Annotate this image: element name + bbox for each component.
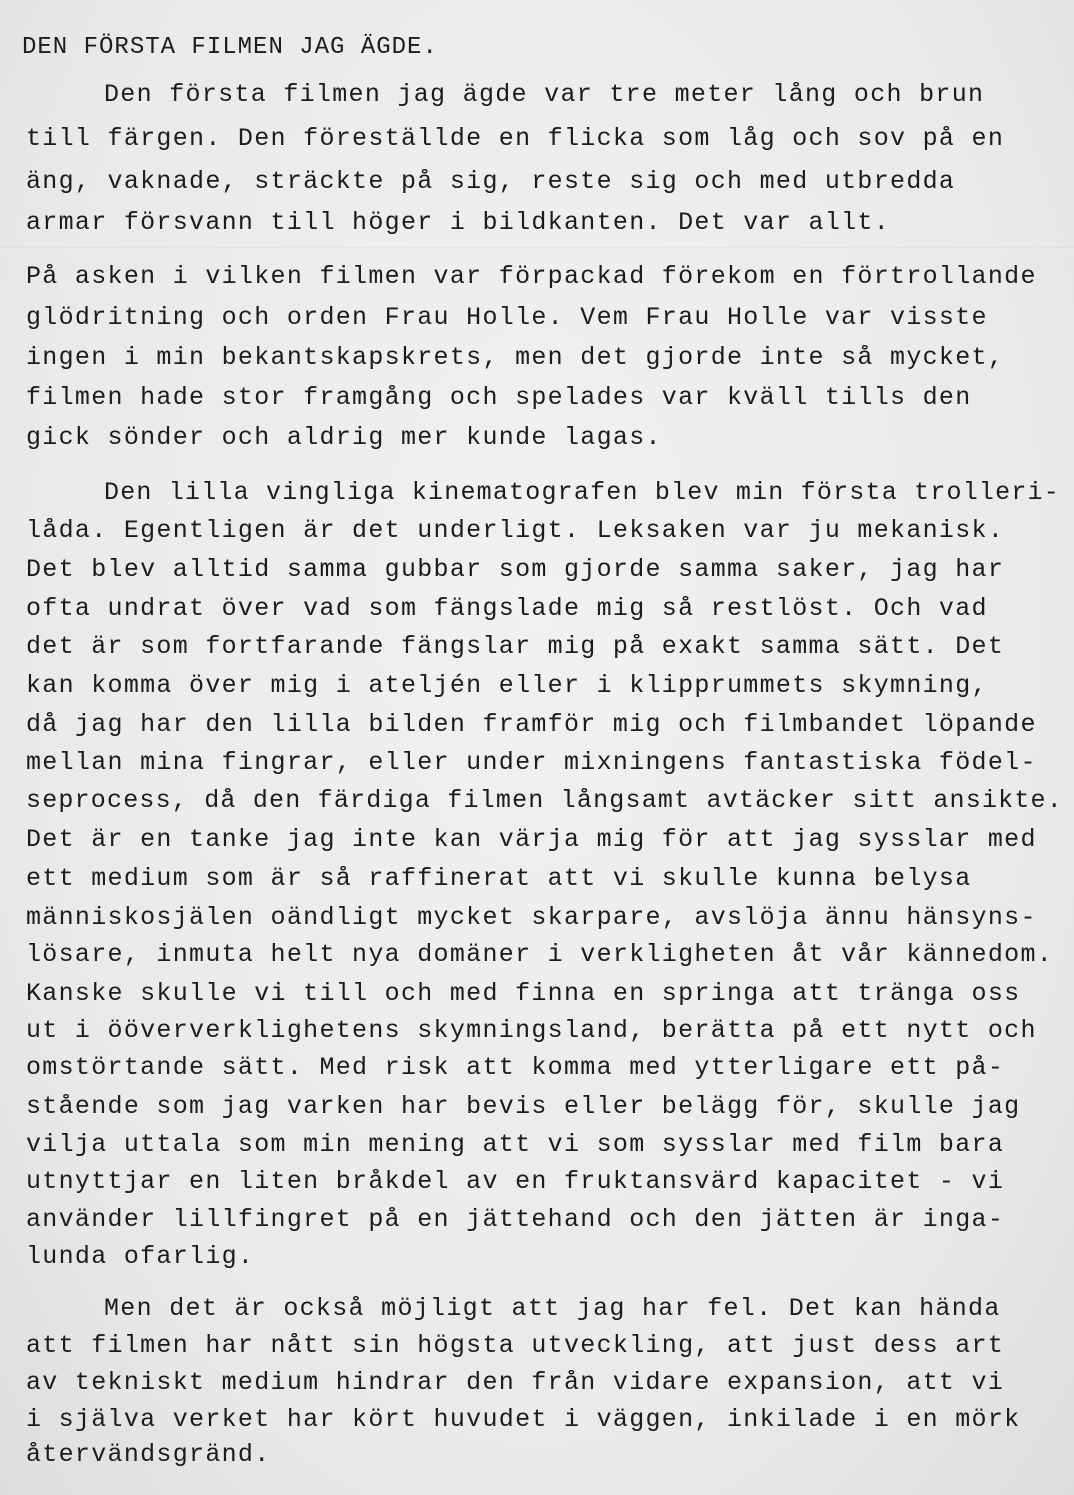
text-line: ingen i min bekantskapskrets, men det gjorde inte så mycket, [26,343,1005,372]
text-line: På asken i vilken filmen var förpackad förekom en förtrollande [26,262,1037,291]
text-line: ut i ööververklighetens skymningsland, berätta på ett nytt och [26,1016,1037,1045]
text-line: stående som jag varken har bevis eller belägg för, skulle jag [26,1092,1021,1121]
text-line: lösare, inmuta helt nya domäner i verkligheten åt vår kännedom. [26,940,1054,969]
text-line: utnyttjar en liten bråkdel av en fruktansvärd kapacitet - vi [26,1167,1005,1196]
text-line: gick sönder och aldrig mer kunde lagas. [26,423,662,452]
text-line: armar försvann till höger i bildkanten. Det var allt. [26,208,891,237]
text-line: glödritning och orden Frau Holle. Vem Frau Holle var visste [26,303,988,332]
text-line: att filmen har nått sin högsta utveckling, att just dess art [26,1331,1005,1360]
text-line: det är som fortfarande fängslar mig på exakt samma sätt. Det [26,632,1005,661]
text-line: Det är en tanke jag inte kan värja mig för att jag sysslar med [26,825,1037,854]
text-line: återvändsgränd. [26,1440,271,1469]
text-line: Det blev alltid samma gubbar som gjorde samma saker, jag har [26,555,1005,584]
text-line: vilja uttala som min mening att vi som sysslar med film bara [26,1130,1005,1159]
text-line: seprocess, då den färdiga filmen långsamt avtäcker sitt ansikte. [26,786,1063,815]
text-line: Kanske skulle vi till och med finna en springa att tränga oss [26,979,1021,1008]
text-line: mellan mina fingrar, eller under mixningens fantastiska födel- [26,748,1037,777]
text-line: kan komma över mig i ateljén eller i klipprummets skymning, [26,671,988,700]
text-line: filmen hade stor framgång och spelades var kväll tills den [26,383,972,412]
text-line: Men det är också möjligt att jag har fel. Det kan hända [104,1294,1001,1323]
text-line: av tekniskt medium hindrar den från vidare expansion, att vi [26,1368,1005,1397]
document-title: DEN FÖRSTA FILMEN JAG ÄGDE. [22,34,438,61]
text-line: i själva verket har kört huvudet i väggen, inkilade i en mörk [26,1405,1021,1434]
text-line: låda. Egentligen är det underligt. Leksaken var ju mekanisk. [26,516,1005,545]
text-line: människosjälen oändligt mycket skarpare, avslöja ännu hänsyns- [26,903,1037,932]
text-line: använder lillfingret på en jättehand och den jätten är inga- [26,1205,1005,1234]
text-line: till färgen. Den föreställde en flicka som låg och sov på en [26,124,1005,153]
text-line: Den lilla vingliga kinematografen blev min första trolleri- [104,478,1060,507]
text-line: lunda ofarlig. [26,1242,255,1271]
text-line: ofta undrat över vad som fängslade mig så restlöst. Och vad [26,594,988,623]
paper-fold [0,247,1074,249]
text-line: Den första filmen jag ägde var tre meter lång och brun [104,80,985,109]
text-line: ett medium som är så raffinerat att vi skulle kunna belysa [26,864,972,893]
text-line: omstörtande sätt. Med risk att komma med ytterligare ett på- [26,1053,1005,1082]
text-line: då jag har den lilla bilden framför mig och filmbandet löpande [26,710,1037,739]
text-line: äng, vaknade, sträckte på sig, reste sig och med utbredda [26,167,956,196]
